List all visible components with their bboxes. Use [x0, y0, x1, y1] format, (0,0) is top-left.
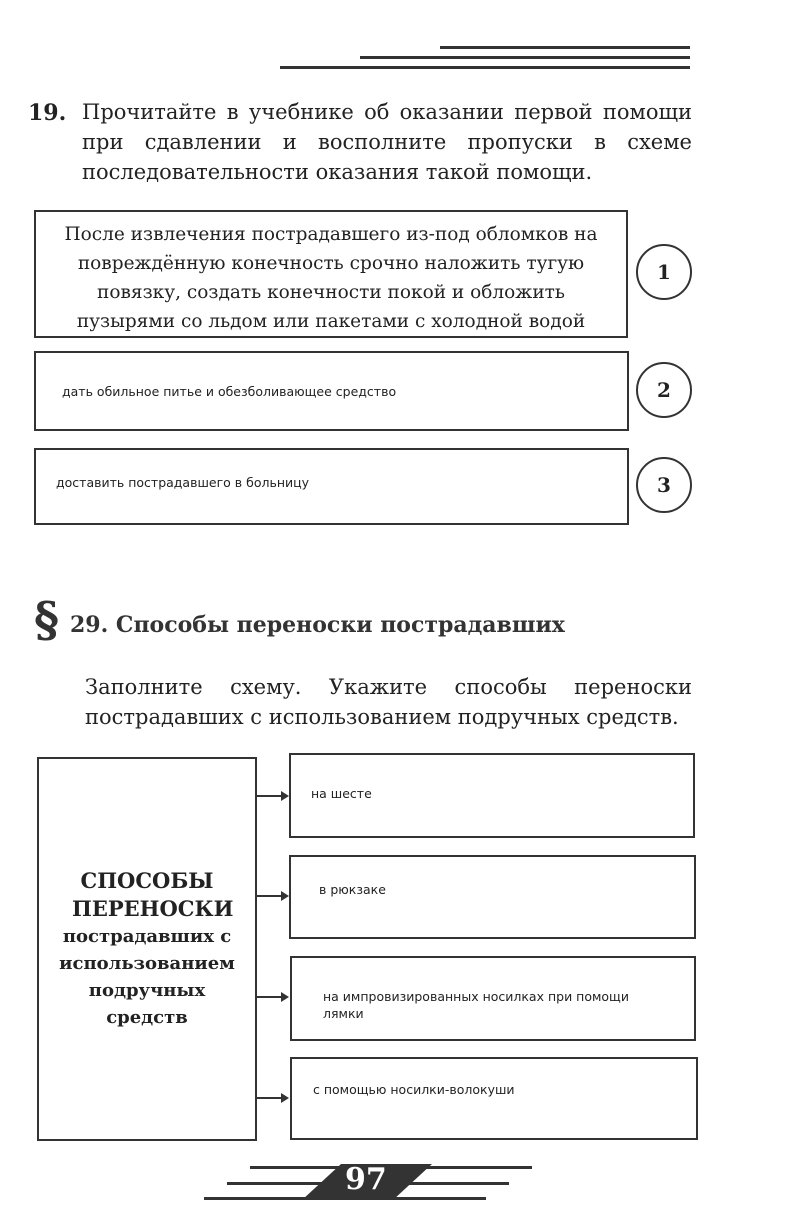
step-box-3[interactable] [34, 448, 629, 525]
step-number-circle: 2 [636, 362, 692, 418]
step-answer: дать обильное питье и обезболивающее средство [62, 384, 397, 399]
arrow-icon [257, 996, 287, 998]
answer-box-2[interactable] [289, 855, 696, 939]
step-box-2[interactable] [34, 351, 629, 431]
page-number: 97 [345, 1162, 387, 1197]
step-box-1 [34, 210, 628, 338]
center-title: СПОСОБЫ ПЕРЕНОСКИ [72, 868, 234, 921]
header-rule [360, 56, 690, 59]
answer-box-4[interactable] [290, 1057, 698, 1140]
step-number-circle: 3 [636, 457, 692, 513]
header-rule [280, 66, 690, 69]
arrow-icon [257, 1097, 287, 1099]
instruction-text: Заполните схему. Укажите способы переноски пострадавших с использованием подручных средств. [85, 675, 692, 729]
section-title: 29. Способы переноски пострадавших [70, 612, 565, 638]
step-text: После извлечения пострадавшего из-под обломков на повреждённую конечность срочно наложить тугую повязку, создать конечности покой и обложить пузырями со льдом или пакетами с холодной водой [64, 224, 598, 332]
step-number-circle: 1 [636, 244, 692, 300]
answer-text: на импровизированных носилках при помощи лямки [323, 989, 629, 1021]
arrow-icon [257, 795, 287, 797]
answer-text: на шесте [311, 786, 372, 801]
task-text: Прочитайте в учебнике об оказании первой помощи при сдавлении и восполните пропуски в схеме последовательности оказания такой помощи. [82, 100, 692, 184]
answer-text: с помощью носилки-волокуши [313, 1082, 515, 1097]
answer-text: в рюкзаке [319, 882, 386, 897]
center-box [37, 757, 257, 1141]
section-symbol: § [34, 592, 60, 648]
answer-box-1[interactable] [289, 753, 695, 838]
step-answer: доставить пострадавшего в больницу [56, 475, 310, 490]
center-subtitle: пострадавших с использованием подручных средств [59, 926, 235, 1028]
arrow-icon [257, 895, 287, 897]
header-rule [440, 46, 690, 49]
task-number: 19. [28, 100, 67, 126]
answer-box-3[interactable] [290, 956, 696, 1041]
